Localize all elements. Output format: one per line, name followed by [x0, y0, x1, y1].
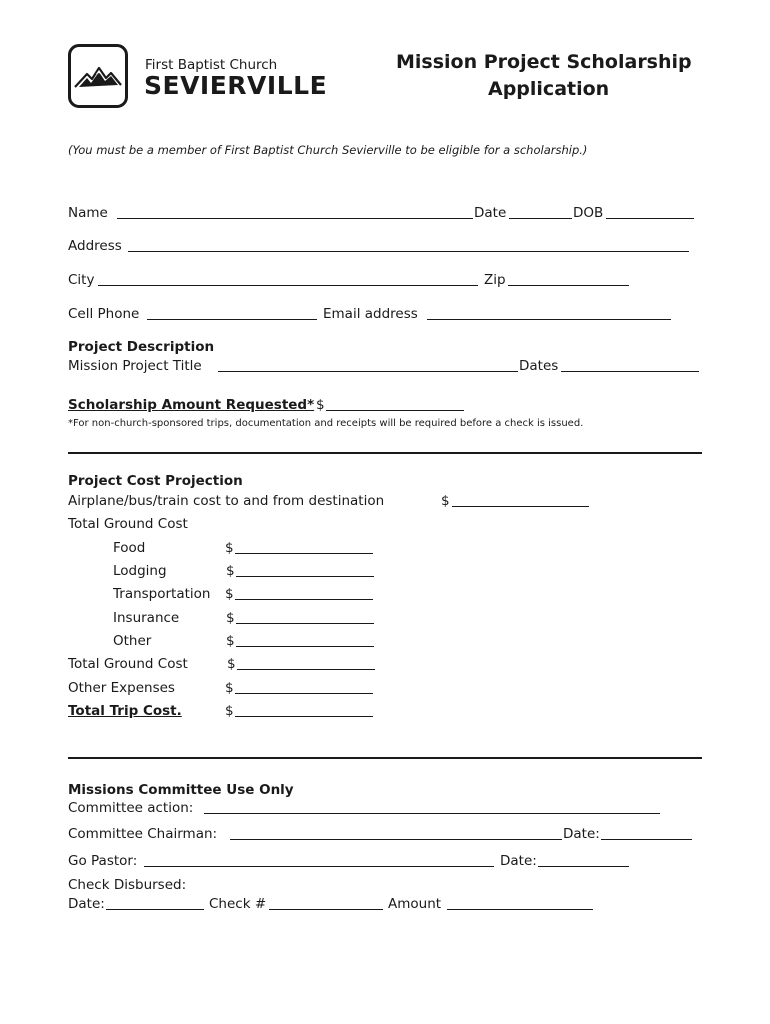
- email-label: Email address: [323, 306, 418, 322]
- travel-cost-field[interactable]: [452, 506, 589, 507]
- ground-total-dollar-sign: $: [227, 656, 236, 672]
- mission-title-label: Mission Project Title: [68, 358, 202, 374]
- check-disbursed-label: Check Disbursed:: [68, 877, 187, 893]
- committee-action-field[interactable]: [204, 813, 660, 814]
- zip-label: Zip: [484, 272, 506, 288]
- page-title-line2: Application: [488, 78, 610, 100]
- amount-field[interactable]: [447, 909, 593, 910]
- food-label: Food: [113, 540, 146, 556]
- address-field[interactable]: [128, 251, 689, 252]
- transportation-cost-field[interactable]: [235, 599, 373, 600]
- other-cost-field[interactable]: [236, 646, 374, 647]
- email-field[interactable]: [427, 319, 671, 320]
- date-field[interactable]: [509, 218, 572, 219]
- dob-field[interactable]: [606, 218, 694, 219]
- disbursed-date-field[interactable]: [106, 909, 204, 910]
- section-divider: [68, 757, 702, 759]
- total-trip-dollar-sign: $: [225, 703, 234, 719]
- lodging-cost-field[interactable]: [236, 576, 374, 577]
- total-trip-cost-label: Total Trip Cost.: [68, 703, 182, 719]
- mission-title-field[interactable]: [218, 371, 518, 372]
- eligibility-note: (You must be a member of First Baptist Church Sevierville to be eligible for a scholarship.): [68, 143, 588, 157]
- dates-label: Dates: [519, 358, 559, 374]
- committee-heading: Missions Committee Use Only: [68, 782, 294, 798]
- chairman-date-field[interactable]: [601, 839, 692, 840]
- address-label: Address: [68, 238, 122, 254]
- committee-chairman-field[interactable]: [230, 839, 562, 840]
- documentation-footnote: *For non-church-sponsored trips, documentation and receipts will be required before a check is issued.: [68, 418, 584, 429]
- ground-total-label: Total Ground Cost: [68, 656, 188, 672]
- insurance-label: Insurance: [113, 610, 180, 626]
- pastor-date-label: Date:: [500, 853, 537, 869]
- amount-label: Amount: [388, 896, 442, 912]
- disbursed-date-label: Date:: [68, 896, 105, 912]
- cell-phone-field[interactable]: [147, 319, 317, 320]
- transportation-label: Transportation: [113, 586, 211, 602]
- total-trip-cost-field[interactable]: [235, 716, 373, 717]
- other-expenses-dollar-sign: $: [225, 680, 234, 696]
- check-number-field[interactable]: [269, 909, 383, 910]
- food-cost-field[interactable]: [235, 553, 373, 554]
- committee-chairman-label: Committee Chairman:: [68, 826, 218, 842]
- dob-label: DOB: [573, 205, 604, 221]
- logo-city-name: SEVIERVILLE: [144, 71, 328, 100]
- ground-cost-heading: Total Ground Cost: [68, 516, 188, 532]
- scholarship-amount-field[interactable]: [326, 410, 464, 411]
- travel-cost-label: Airplane/bus/train cost to and from destination: [68, 493, 385, 509]
- other-dollar-sign: $: [226, 633, 235, 649]
- other-label: Other: [113, 633, 152, 649]
- scholarship-amount-label: Scholarship Amount Requested*: [68, 397, 315, 413]
- food-dollar-sign: $: [225, 540, 234, 556]
- ground-total-field[interactable]: [237, 669, 375, 670]
- city-label: City: [68, 272, 95, 288]
- logo-church-name: First Baptist Church: [145, 57, 278, 73]
- name-field[interactable]: [117, 218, 473, 219]
- cell-phone-label: Cell Phone: [68, 306, 140, 322]
- date-label: Date: [474, 205, 507, 221]
- church-logo: [68, 44, 128, 108]
- lodging-label: Lodging: [113, 563, 167, 579]
- mountain-icon: [71, 47, 125, 105]
- page-title: Mission Project Scholarship: [396, 51, 692, 73]
- pastor-date-field[interactable]: [538, 866, 629, 867]
- dates-field[interactable]: [561, 371, 699, 372]
- other-expenses-label: Other Expenses: [68, 680, 175, 696]
- insurance-dollar-sign: $: [226, 610, 235, 626]
- lodging-dollar-sign: $: [226, 563, 235, 579]
- cost-projection-heading: Project Cost Projection: [68, 473, 243, 489]
- city-field[interactable]: [98, 285, 478, 286]
- insurance-cost-field[interactable]: [236, 623, 374, 624]
- section-divider: [68, 452, 702, 454]
- other-expenses-field[interactable]: [235, 693, 373, 694]
- chairman-date-label: Date:: [563, 826, 600, 842]
- scholarship-dollar-sign: $: [316, 397, 325, 413]
- go-pastor-label: Go Pastor:: [68, 853, 138, 869]
- zip-field[interactable]: [508, 285, 629, 286]
- name-label: Name: [68, 205, 108, 221]
- travel-dollar-sign: $: [441, 493, 450, 509]
- committee-action-label: Committee action:: [68, 800, 194, 816]
- check-number-label: Check #: [209, 896, 267, 912]
- project-description-heading: Project Description: [68, 339, 215, 355]
- transportation-dollar-sign: $: [225, 586, 234, 602]
- go-pastor-field[interactable]: [144, 866, 494, 867]
